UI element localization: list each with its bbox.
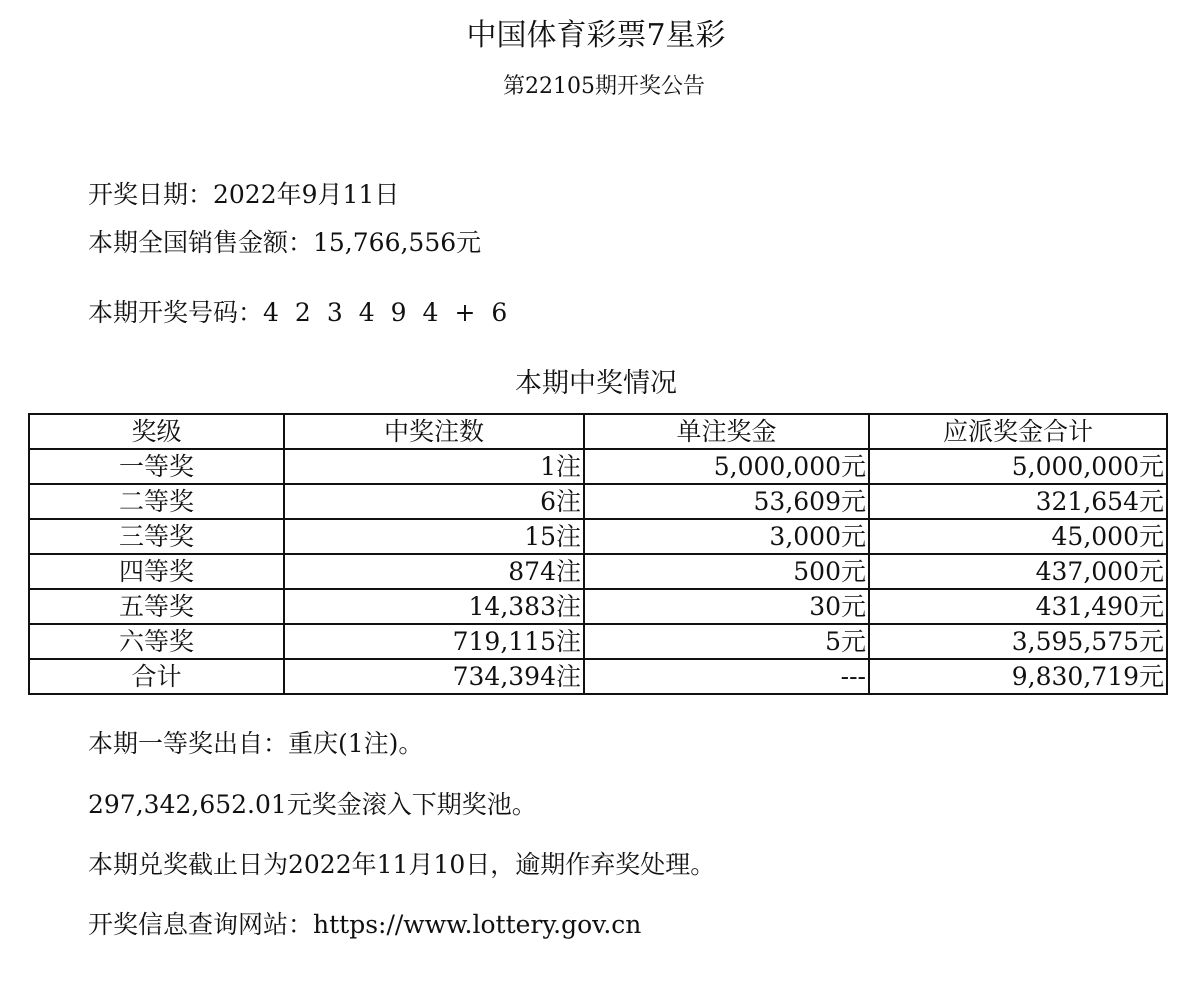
header-prize-level: 奖级 — [29, 414, 284, 449]
sales-amount: 本期全国销售金额：15,766,556元 — [88, 228, 482, 257]
total-prize: 437,000元 — [869, 554, 1167, 589]
page-title: 中国体育彩票7星彩 — [466, 18, 726, 53]
number-4: 4 — [358, 298, 375, 327]
website-note: 开奖信息查询网站：https://www.lottery.gov.cn — [88, 910, 642, 939]
single-prize: 5元 — [584, 624, 869, 659]
total-prize: 9,830,719元 — [869, 659, 1167, 694]
winner-count: 14,383注 — [284, 589, 584, 624]
number-1: 4 — [263, 298, 279, 327]
table-row — [29, 589, 1167, 624]
single-prize: 30元 — [584, 589, 869, 624]
winner-count: 734,394注 — [284, 659, 584, 694]
header-winner-count: 中奖注数 — [284, 414, 584, 449]
prize-table-title: 本期中奖情况 — [515, 368, 677, 399]
single-prize: 500元 — [584, 554, 869, 589]
total-prize: 3,595,575元 — [869, 624, 1167, 659]
winner-count: 6注 — [284, 484, 584, 519]
prize-level: 三等奖 — [29, 519, 284, 554]
number-2: 2 — [294, 298, 311, 327]
total-prize: 5,000,000元 — [869, 449, 1167, 484]
draw-date: 开奖日期：2022年9月11日 — [88, 180, 400, 209]
single-prize: 53,609元 — [584, 484, 869, 519]
single-prize: 3,000元 — [584, 519, 869, 554]
prize-level: 二等奖 — [29, 484, 284, 519]
table-header-row — [29, 414, 1167, 449]
winner-count: 719,115注 — [284, 624, 584, 659]
prize-level: 合计 — [29, 659, 284, 694]
table-row — [29, 554, 1167, 589]
claim-deadline-note: 本期兑奖截止日为2022年11月10日，逾期作弃奖处理。 — [88, 850, 716, 879]
number-6: 4 — [422, 298, 439, 327]
issue-subtitle: 第22105期开奖公告 — [503, 74, 705, 99]
bonus-number: 6 — [491, 298, 508, 327]
winner-count: 874注 — [284, 554, 584, 589]
total-prize: 45,000元 — [869, 519, 1167, 554]
table-row — [29, 624, 1167, 659]
prize-level: 四等奖 — [29, 554, 284, 589]
total-prize: 431,490元 — [869, 589, 1167, 624]
prize-table — [28, 413, 1168, 695]
number-5: 9 — [390, 298, 407, 327]
prize-level: 一等奖 — [29, 449, 284, 484]
single-prize: 5,000,000元 — [584, 449, 869, 484]
winner-count: 1注 — [284, 449, 584, 484]
header-single-prize: 单注奖金 — [584, 414, 869, 449]
total-prize: 321,654元 — [869, 484, 1167, 519]
number-3: 3 — [326, 298, 343, 327]
header-total-prize: 应派奖金合计 — [869, 414, 1167, 449]
table-row — [29, 449, 1167, 484]
single-prize: --- — [584, 659, 869, 694]
table-row — [29, 519, 1167, 554]
winning-numbers-label: 本期开奖号码： — [88, 298, 264, 327]
prize-level: 六等奖 — [29, 624, 284, 659]
plus-sign: + — [454, 298, 476, 327]
table-total-row — [29, 659, 1167, 694]
winning-numbers — [88, 296, 523, 330]
rollover-note: 297,342,652.01元奖金滚入下期奖池。 — [88, 790, 537, 819]
winner-count: 15注 — [284, 519, 584, 554]
first-prize-origin: 本期一等奖出自：重庆(1注)。 — [88, 729, 424, 758]
prize-level: 五等奖 — [29, 589, 284, 624]
table-row — [29, 484, 1167, 519]
